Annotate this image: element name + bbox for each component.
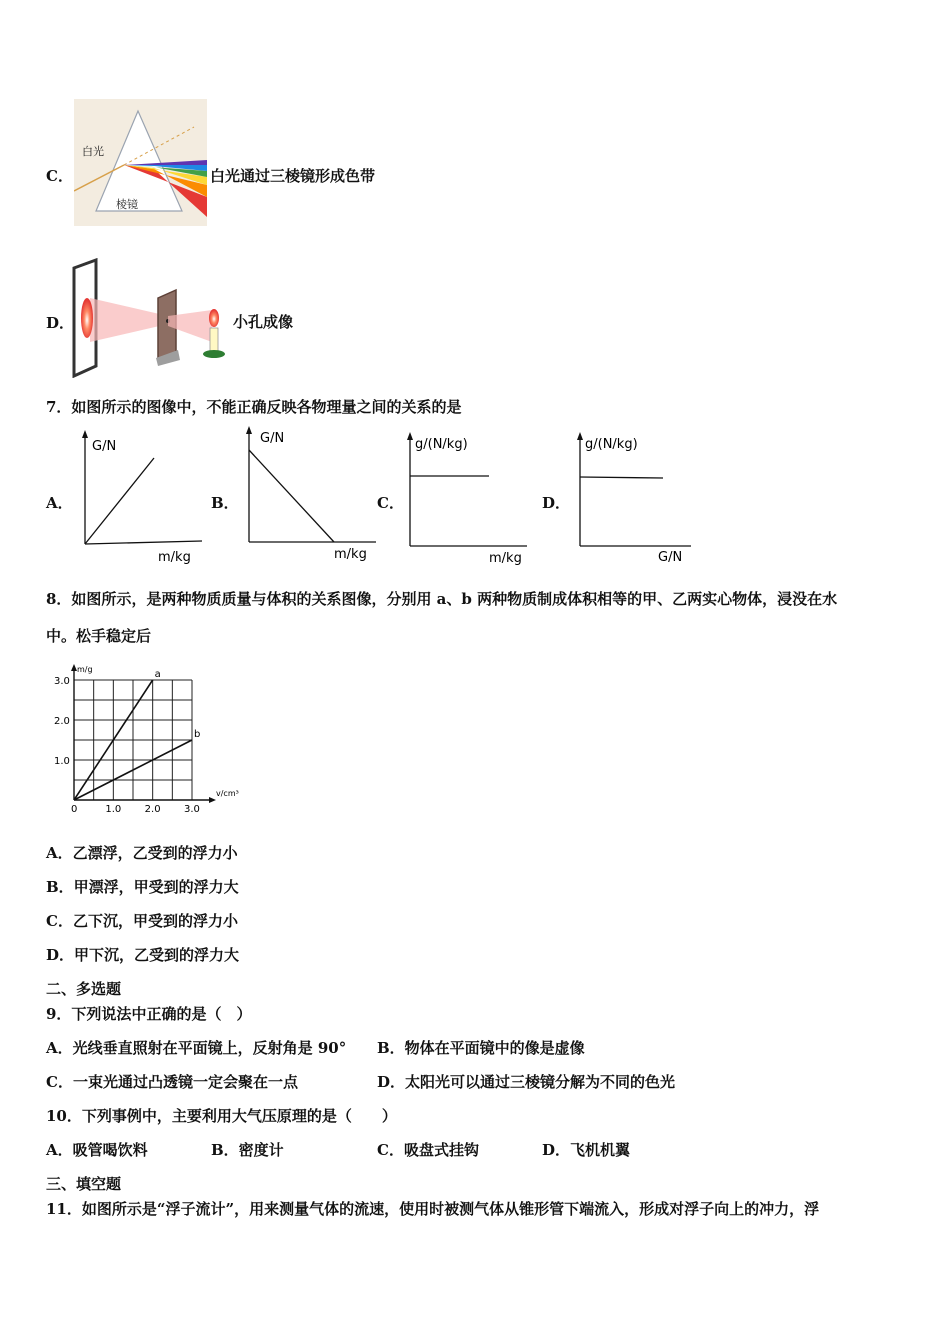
q8-stem-line1: 8．如图所示，是两种物质质量与体积的关系图像，分别用 a、b 两种物质制成体积相等的甲、乙两实心物体，浸没在水	[46, 590, 838, 608]
q9-stem: 9．下列说法中正确的是（ ）	[46, 1005, 252, 1023]
q9-option-c: C．一束光通过凸透镜一定会聚在一点	[46, 1073, 298, 1091]
mass-volume-chart	[48, 660, 243, 815]
q8-option-a: A．乙漂浮，乙受到的浮力小	[46, 844, 238, 862]
q10-option-d: D．飞机机翼	[542, 1141, 631, 1159]
q7-graph-d	[573, 430, 703, 568]
y-arrow	[82, 430, 88, 438]
q9-option-a: A．光线垂直照射在平面镜上，反射角是 90°	[46, 1039, 347, 1057]
q10-option-a: A．吸管喝饮料	[46, 1141, 148, 1159]
light-cone-left	[90, 298, 168, 342]
x-tick-label: 3.0	[184, 804, 200, 815]
q7-graph-b	[242, 424, 382, 564]
y-axis-label: G/N	[92, 439, 117, 454]
option-d-letter: D．	[46, 314, 75, 332]
x-axis-label: v/cm³	[216, 789, 239, 798]
prism-label: 棱镜	[116, 198, 138, 211]
y-tick-label: 1.0	[54, 756, 70, 767]
option-c-text: 白光通过三棱镜形成色带	[210, 167, 376, 185]
pinhole-imaging-figure	[72, 258, 232, 378]
section2-title: 二、多选题	[46, 980, 122, 998]
q7-option-b-letter: B．	[211, 494, 239, 512]
series-label-a: a	[154, 669, 161, 680]
x-axis-label: m/kg	[158, 550, 191, 565]
x-axis-arrow	[209, 797, 216, 803]
q7-graph-c	[403, 430, 533, 568]
y-axis-label: g/(N/kg)	[585, 437, 638, 452]
graph-line	[580, 477, 663, 478]
x-tick-label: 0	[71, 804, 78, 815]
q7-graph-a	[78, 428, 208, 566]
q7-option-d-letter: D．	[542, 494, 571, 512]
prism-dispersion-figure	[74, 99, 207, 226]
q7-stem: 7．如图所示的图像中，不能正确反映各物理量之间的关系的是	[46, 398, 462, 416]
y-axis-label: g/(N/kg)	[415, 437, 468, 452]
x-axis-label: m/kg	[334, 547, 367, 562]
candle-base	[203, 350, 225, 358]
graph-line	[249, 450, 334, 542]
white-light-label: 白光	[82, 145, 104, 158]
option-c-letter: C．	[46, 167, 73, 185]
y-arrow	[577, 432, 583, 440]
y-tick-label: 3.0	[54, 676, 70, 687]
q8-stem-line2: 中。松手稳定后	[46, 627, 152, 645]
y-arrow	[407, 432, 413, 440]
y-tick-label: 2.0	[54, 716, 70, 727]
y-arrow	[246, 426, 252, 434]
q10-option-c: C．吸盘式挂钩	[377, 1141, 479, 1159]
y-axis-label: m/g	[77, 665, 93, 674]
section3-title: 三、填空题	[46, 1175, 122, 1193]
y-axis-label: G/N	[260, 431, 285, 446]
q8-option-d: D．甲下沉，乙受到的浮力大	[46, 946, 240, 964]
q11-stem: 11．如图所示是“浮子流计”，用来测量气体的流速，使用时被测气体从锥形管下端流入，形成对浮子向上的冲力，浮	[46, 1200, 820, 1218]
x-tick-label: 2.0	[144, 804, 161, 815]
q8-option-b: B．甲漂浮，甲受到的浮力大	[46, 878, 239, 896]
candle	[210, 328, 218, 352]
q10-option-b: B．密度计	[211, 1141, 284, 1159]
x-tick-label: 1.0	[105, 804, 122, 815]
q9-option-d: D．太阳光可以通过三棱镜分解为不同的色光	[377, 1073, 676, 1091]
x-axis-label: G/N	[658, 550, 683, 565]
candle-flame	[209, 309, 219, 327]
x-axis	[85, 541, 202, 544]
q7-option-c-letter: C．	[377, 494, 404, 512]
q9-option-b: B．物体在平面镜中的像是虚像	[377, 1039, 585, 1057]
q8-option-c: C．乙下沉，甲受到的浮力小	[46, 912, 238, 930]
q7-option-a-letter: A．	[46, 494, 73, 512]
inverted-image	[81, 298, 93, 338]
q10-stem: 10．下列事例中，主要利用大气压原理的是（ ）	[46, 1107, 397, 1125]
chart-grid	[74, 680, 192, 800]
series-label-b: b	[194, 729, 201, 740]
graph-line	[85, 458, 154, 544]
option-d-text: 小孔成像	[233, 313, 294, 331]
x-axis-label: m/kg	[489, 551, 522, 566]
